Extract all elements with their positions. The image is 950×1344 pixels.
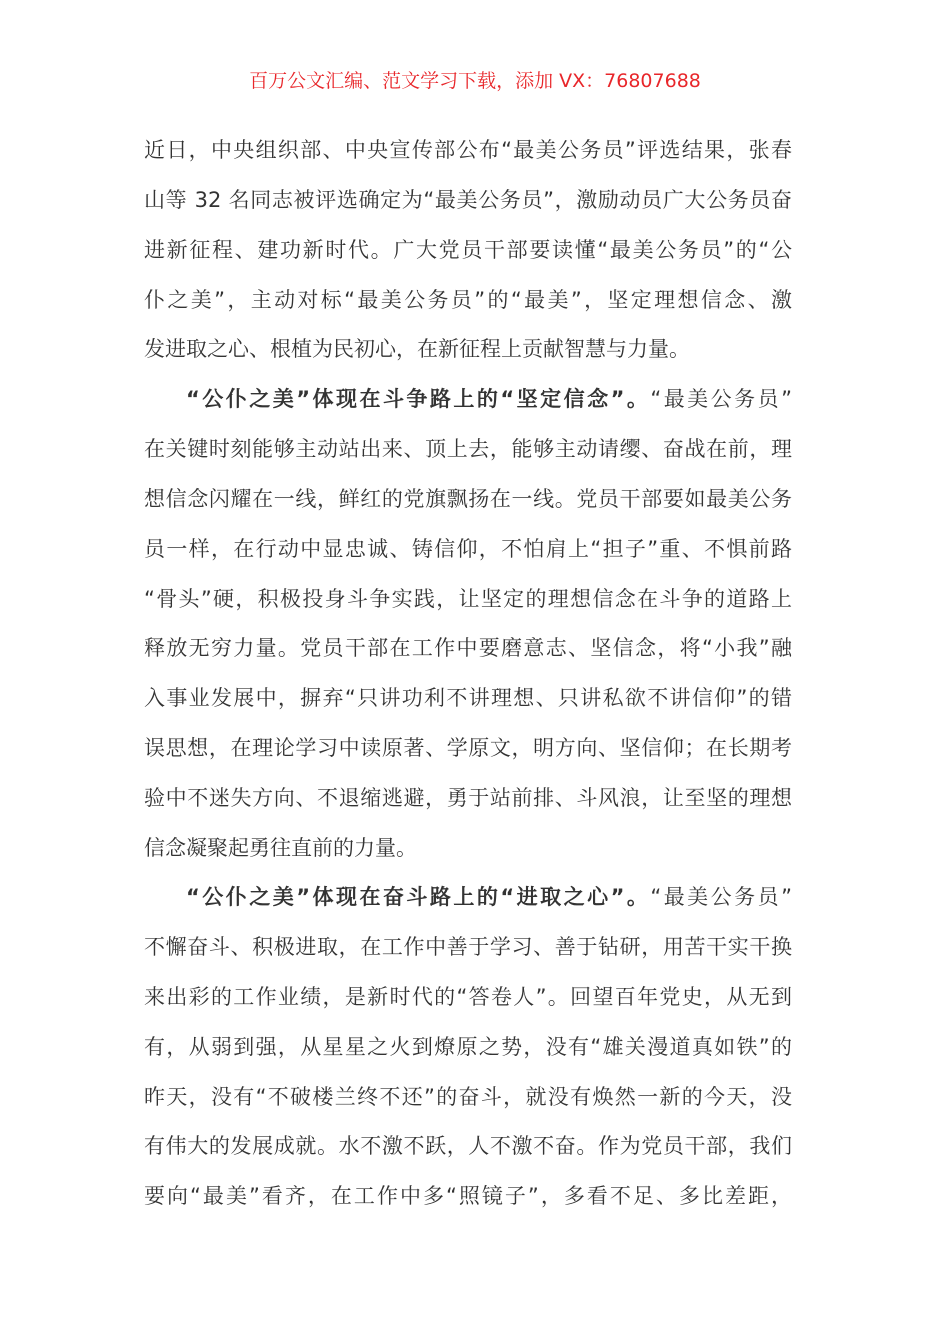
text-line: 昨天，没有“不破楼兰终不还”的奋斗，就没有焕然一新的今天，没: [144, 1085, 792, 1109]
text-line: 有伟大的发展成就。水不激不跃，人不激不奋。作为党员干部，我们: [144, 1134, 792, 1158]
section-heading: “公仆之美”体现在斗争路上的“坚定信念”。: [186, 387, 651, 411]
text-line: 员一样，在行动中显忠诚、铸信仰，不怕肩上“担子”重、不惧前路: [144, 537, 792, 561]
text-line: 有，从弱到强，从星星之火到燎原之势，没有“雄关漫道真如铁”的: [144, 1035, 792, 1059]
text-line: 在关键时刻能够主动站出来、顶上去，能够主动请缨、奋战在前，理: [144, 437, 792, 461]
text-line: 不懈奋斗、积极进取，在工作中善于学习、善于钻研，用苦干实干换: [144, 935, 792, 959]
watermark-header: 百万公文汇编、范文学习下载，添加 VX：76807688: [249, 70, 701, 92]
text-line: 来出彩的工作业绩，是新时代的“答卷人”。回望百年党史，从无到: [144, 985, 792, 1009]
text-line: 进新征程、建功新时代。广大党员干部要读懂“最美公务员”的“公: [144, 238, 792, 262]
text-line: 想信念闪耀在一线，鲜红的党旗飘扬在一线。党员干部要如最美公务: [144, 487, 792, 511]
text-line: 要向“最美”看齐，在工作中多“照镜子”，多看不足、多比差距，: [144, 1184, 792, 1208]
text-fragment: “最美公务员”: [650, 387, 792, 411]
text-line: 误思想，在理论学习中读原著、学原文，明方向、坚信仰；在长期考: [144, 736, 792, 760]
text-line: 入事业发展中，摒弃“只讲功利不讲理想、只讲私欲不讲信仰”的错: [144, 686, 792, 710]
paragraph-first-line: [144, 884, 792, 910]
paragraph-first-line: [144, 386, 792, 412]
text-line: 验中不迷失方向、不退缩逃避，勇于站前排、斗风浪，让至坚的理想: [144, 786, 792, 810]
text-line: 近日，中央组织部、中央宣传部公布“最美公务员”评选结果，张春: [144, 138, 792, 162]
section-heading: “公仆之美”体现在奋斗路上的“进取之心”。: [186, 885, 651, 909]
text-line: 山等 32 名同志被评选确定为“最美公务员”，激励动员广大公务员奋: [144, 188, 792, 212]
text-fragment: “最美公务员”: [650, 885, 792, 909]
text-line: 信念凝聚起勇往直前的力量。: [144, 836, 417, 860]
text-line: 仆之美”，主动对标“最美公务员”的“最美”，坚定理想信念、激: [144, 288, 792, 312]
text-line: 释放无穷力量。党员干部在工作中要磨意志、坚信念，将“小我”融: [144, 636, 792, 660]
text-line: “骨头”硬，积极投身斗争实践，让坚定的理想信念在斗争的道路上: [144, 587, 792, 611]
text-line: 发进取之心、根植为民初心，在新征程上贡献智慧与力量。: [144, 337, 690, 361]
